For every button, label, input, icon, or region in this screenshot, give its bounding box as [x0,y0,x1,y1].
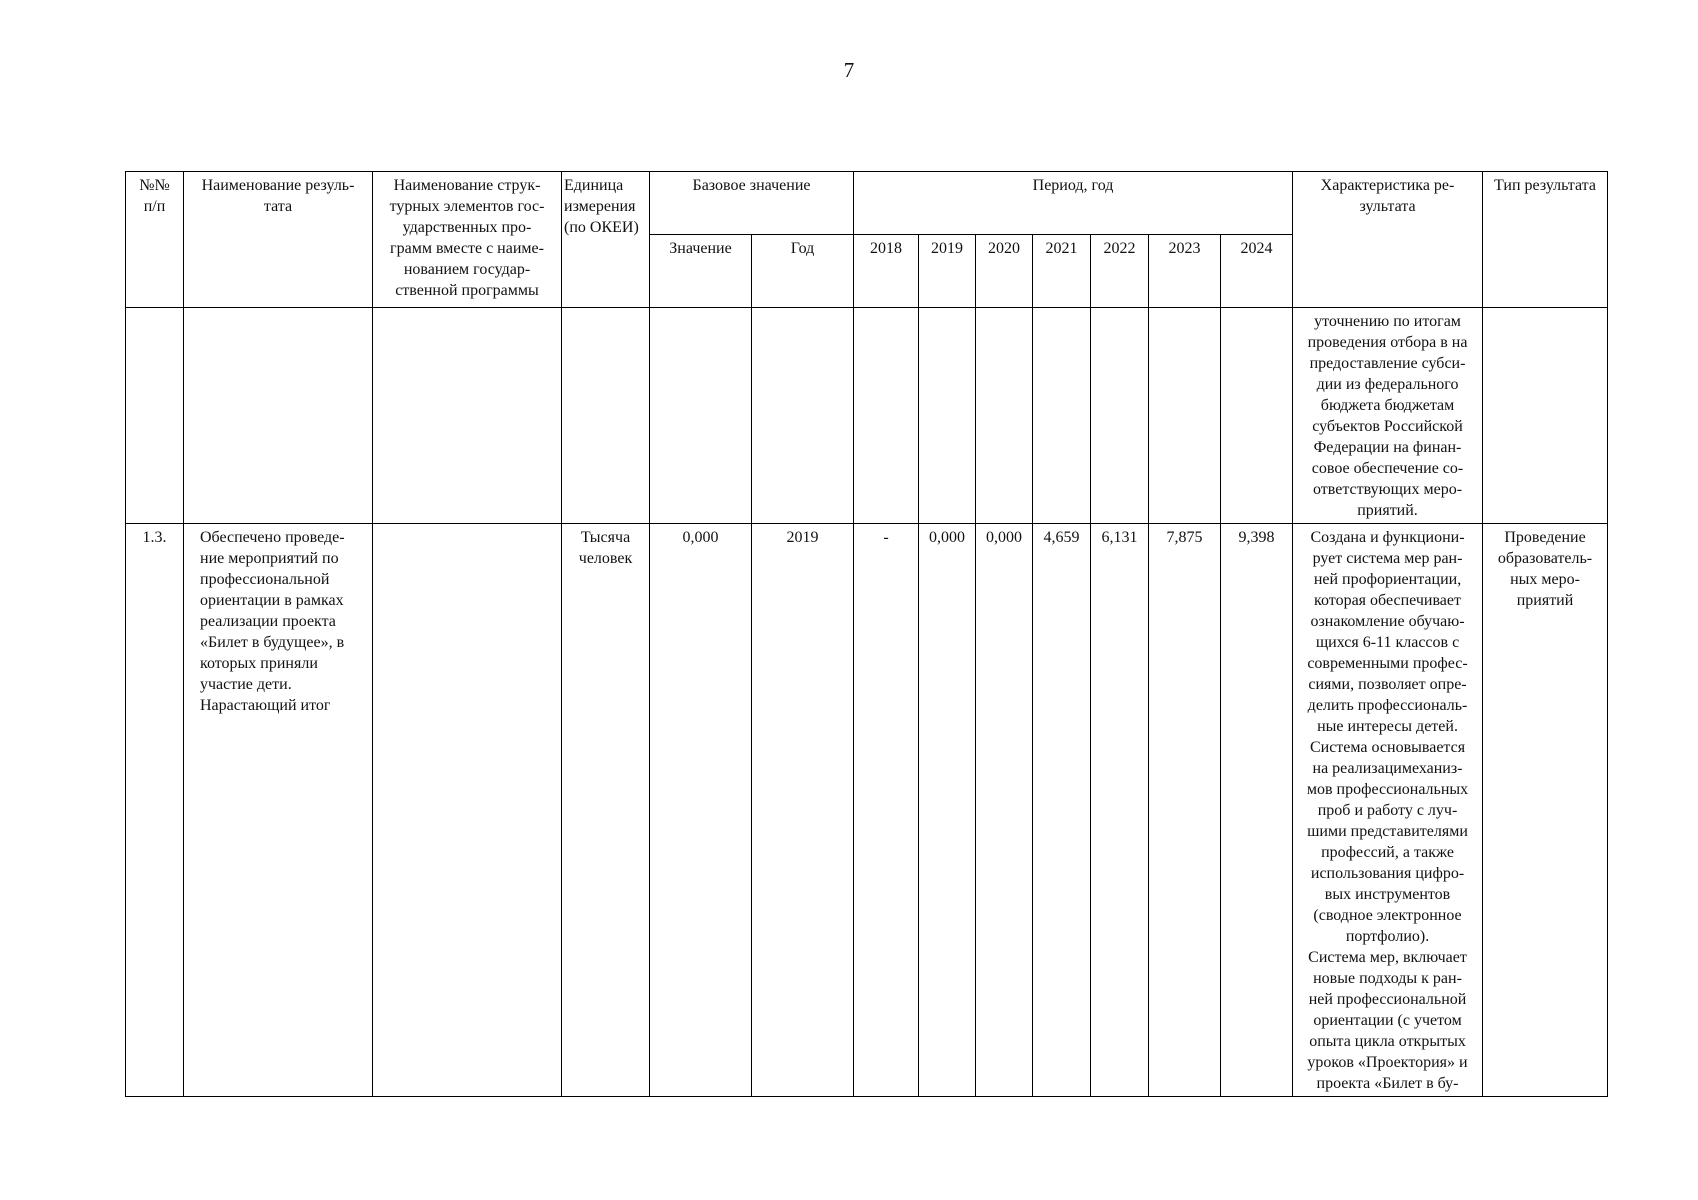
cell-year-2020: 0,000 [976,524,1033,1097]
header-year-2021: 2021 [1033,235,1091,308]
cell-year-2022 [1091,308,1149,524]
header-year-2024: 2024 [1221,235,1293,308]
table-row [126,524,1608,1097]
cell-year-2024: 9,398 [1221,524,1293,1097]
cell-result-name: Обеспечено проведе- ние мероприятий по профессиональной ориентации в рамках реализации проекта «Билет в будущее», в которых приняли участие дети. Нарастающий итог [184,524,373,1097]
cell-year-2021: 4,659 [1033,524,1091,1097]
cell-characteristic: Создана и функциони- рует система мер ран- ней профориентации, которая обеспечивает ознакомление обучаю- щихся 6-11 классов с современными профес- сиями, позволяет опре- делить профессиональ- ные интересы детей. Система основывается на реализацимеханиз- мов профессиональных проб и работу с луч- шими представителями профессий, а также использования цифро- вых инструментов (сводное электронное портфолио). Система мер, включает новые подходы к ран- ней профессиональной ориентации (с учетом опыта цикла открытых уроков «Проектория» и проекта «Билет в бу- [1293,524,1483,1097]
header-year-2022: 2022 [1091,235,1149,308]
cell-result-type [1483,308,1608,524]
cell-structural-elements [373,308,562,524]
header-year-2018: 2018 [854,235,919,308]
cell-base-value [650,308,752,524]
results-table [125,171,1608,1097]
table-header-row [126,172,1608,235]
header-year-2019: 2019 [919,235,976,308]
cell-year-2023: 7,875 [1149,524,1221,1097]
cell-num: 1.3. [126,524,184,1097]
header-characteristic: Характеристика ре- зультата [1293,172,1483,308]
cell-characteristic: уточнению по итогам проведения отбора в на предоставление субси- дии из федерального бюджета бюджетам субъектов Российской Федерации на финан- совое обеспечение со- ответствующих меро- приятий. [1293,308,1483,524]
header-num: №№ п/п [126,172,184,308]
cell-base-value: 0,000 [650,524,752,1097]
cell-num [126,308,184,524]
header-period: Период, год [854,172,1293,235]
cell-year-2022: 6,131 [1091,524,1149,1097]
cell-year-2019: 0,000 [919,524,976,1097]
header-structural-elements: Наименование струк- турных элементов гос- ударственных про- грамм вместе с наиме- нованием государ- ственной программы [373,172,562,308]
header-result-name: Наименование резуль- тата [184,172,373,308]
header-result-type: Тип результата [1483,172,1608,308]
cell-year-2018 [854,308,919,524]
cell-structural-elements [373,524,562,1097]
cell-unit [562,308,650,524]
cell-unit: Тысяча человек [562,524,650,1097]
cell-year-2021 [1033,308,1091,524]
header-base-value-value: Значение [650,235,752,308]
page-number: 7 [843,58,855,82]
header-base-value-year: Год [752,235,854,308]
header-year-2023: 2023 [1149,235,1221,308]
cell-base-year [752,308,854,524]
cell-year-2018: - [854,524,919,1097]
header-base-value: Базовое значение [650,172,854,235]
cell-year-2019 [919,308,976,524]
cell-year-2023 [1149,308,1221,524]
cell-year-2024 [1221,308,1293,524]
header-year-2020: 2020 [976,235,1033,308]
table-row-continuation [126,308,1608,524]
header-unit: Единица измерения (по ОКЕИ) [562,172,650,308]
cell-base-year: 2019 [752,524,854,1097]
cell-year-2020 [976,308,1033,524]
cell-result-name [184,308,373,524]
cell-result-type: Проведение образователь- ных меро- приятий [1483,524,1608,1097]
